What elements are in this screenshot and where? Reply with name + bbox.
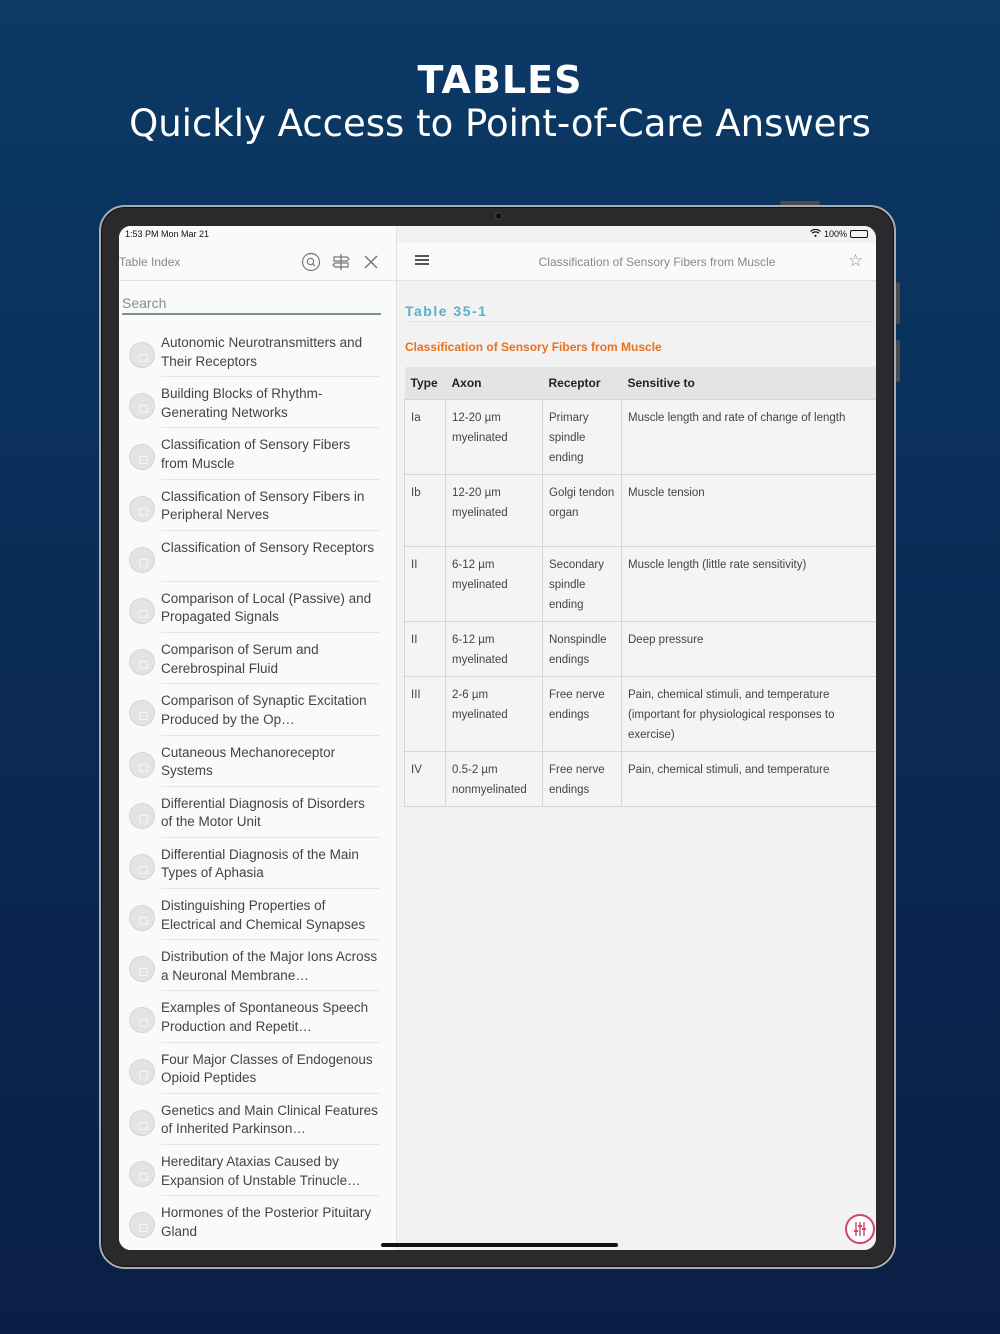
lock-icon <box>129 444 155 470</box>
table-header-row <box>405 367 877 399</box>
lock-icon <box>129 956 155 982</box>
promo-subtitle: Quickly Access to Point-of-Care Answers <box>129 102 871 145</box>
close-icon[interactable] <box>361 252 381 272</box>
table-number: Table 35-1 <box>405 303 488 319</box>
table-cell: 12-20 µm myelinated <box>446 474 543 546</box>
list-item-label: Differential Diagnosis of Disorders of the Motor Unit <box>161 795 365 830</box>
divider <box>405 321 875 322</box>
list-item-label: Comparison of Local (Passive) and Propagated Signals <box>161 590 372 625</box>
table-cell: Free nerve endings <box>543 751 622 806</box>
table-index-pane <box>119 226 396 1250</box>
list-item[interactable] <box>119 736 396 787</box>
lock-icon <box>129 547 155 573</box>
lock-icon <box>129 1161 155 1187</box>
list-item-label: Distribution of the Major Ions Across a Neuronal Membrane… <box>161 949 378 983</box>
list-item-label: Examples of Spontaneous Speech Production and Repetit… <box>161 1000 369 1034</box>
home-indicator[interactable] <box>381 1243 618 1247</box>
promo-title: TABLES <box>417 58 583 102</box>
list-item[interactable] <box>119 326 396 377</box>
table-cell: 12-20 µm myelinated <box>446 399 543 474</box>
list-item-label: Hormones of the Posterior Pituitary Gland <box>161 1205 372 1239</box>
column-header: Axon <box>446 367 543 399</box>
table-cell: IV <box>405 751 446 806</box>
list-item[interactable] <box>119 1043 396 1094</box>
lock-icon <box>129 342 155 368</box>
lock-icon <box>129 1059 155 1085</box>
list-item[interactable] <box>119 684 396 735</box>
list-item-label: Hereditary Ataxias Caused by Expansion of Unstable Trinucle… <box>161 1154 361 1188</box>
lock-icon <box>129 1110 155 1136</box>
lock-icon <box>129 803 155 829</box>
table-cell: II <box>405 621 446 676</box>
table-cell: Secondary spindle ending <box>543 546 622 621</box>
lock-icon <box>129 1007 155 1033</box>
list-item-label: Differential Diagnosis of the Main Types of Aphasia <box>161 846 359 881</box>
lock-icon <box>129 598 155 624</box>
table-cell: 2-6 µm myelinated <box>446 676 543 751</box>
detail-header-title: Classification of Sensory Fibers from Muscle <box>538 255 776 269</box>
table-row <box>405 751 877 806</box>
column-header: Sensitive to <box>622 367 877 399</box>
list-item-label: Classification of Sensory Fibers from Muscle <box>161 437 351 471</box>
table-cell: II <box>405 546 446 621</box>
lock-icon <box>129 649 155 675</box>
list-item[interactable] <box>119 480 396 531</box>
lock-icon <box>129 393 155 419</box>
table-cell: III <box>405 676 446 751</box>
tuning-icon[interactable] <box>845 1214 875 1244</box>
table-cell: Ib <box>405 474 446 546</box>
list-item[interactable] <box>119 531 396 582</box>
status-time: 1:53 PM Mon Mar 21 <box>125 229 210 239</box>
lock-icon <box>129 854 155 880</box>
list-item[interactable] <box>119 1196 396 1247</box>
search-field <box>122 294 381 315</box>
table-cell: Muscle length (little rate sensitivity) <box>622 546 877 621</box>
table-cell: Primary spindle ending <box>543 399 622 474</box>
list-item-label: Cutaneous Mechanoreceptor Systems <box>161 744 336 778</box>
table-row <box>405 621 877 676</box>
table-cell: 6-12 µm myelinated <box>446 621 543 676</box>
table-cell: Muscle length and rate of change of length <box>622 399 877 474</box>
list-item[interactable] <box>119 787 396 838</box>
left-header <box>119 243 396 281</box>
table-cell: Muscle tension <box>622 474 877 546</box>
side-button-mid <box>896 340 900 382</box>
list-item[interactable] <box>119 838 396 889</box>
list-item[interactable] <box>119 889 396 940</box>
lock-icon <box>129 496 155 522</box>
list-item-label: Autonomic Neurotransmitters and Their Receptors <box>161 335 363 369</box>
status-indicators <box>810 229 868 239</box>
lock-icon <box>129 752 155 778</box>
right-header <box>397 243 876 281</box>
side-button-top <box>896 282 900 324</box>
lock-icon <box>129 905 155 931</box>
list-item-label: Genetics and Main Clinical Features of Inherited Parkinson… <box>161 1102 378 1137</box>
table-cell: Free nerve endings <box>543 676 622 751</box>
table-caption: Classification of Sensory Fibers from Muscle <box>405 340 662 354</box>
list-item[interactable] <box>119 1094 396 1145</box>
left-pane-title: Table Index <box>119 255 181 269</box>
column-header: Type <box>405 367 446 399</box>
table-cell: 0.5-2 µm nonmyelinated <box>446 751 543 806</box>
battery-icon <box>850 230 868 238</box>
table-row <box>405 474 877 546</box>
column-header: Receptor <box>543 367 622 399</box>
table-index-list <box>119 326 396 1247</box>
list-item[interactable] <box>119 1145 396 1196</box>
tablet-screen <box>119 226 876 1250</box>
lock-icon <box>129 1212 155 1238</box>
list-item[interactable] <box>119 377 396 428</box>
list-item-label: Four Major Classes of Endogenous Opioid Peptides <box>161 1051 373 1086</box>
table-cell: Pain, chemical stimuli, and temperature <box>622 751 877 806</box>
table-cell: 6-12 µm myelinated <box>446 546 543 621</box>
list-item-label: Classification of Sensory Receptors <box>161 539 375 555</box>
battery-percent: 100% <box>823 229 847 239</box>
table-cell: Golgi tendon organ <box>543 474 622 546</box>
table-cell: Ia <box>405 399 446 474</box>
list-item[interactable] <box>119 940 396 991</box>
list-item-label: Building Blocks of Rhythm-Generating Networks <box>161 386 323 420</box>
wifi-icon <box>810 229 821 239</box>
list-item[interactable] <box>119 991 396 1042</box>
status-bar <box>119 226 876 242</box>
data-table <box>404 367 876 807</box>
star-icon[interactable]: ☆ <box>848 251 864 270</box>
toc-icon[interactable] <box>415 255 429 267</box>
table-row <box>405 676 877 751</box>
table-row <box>405 546 877 621</box>
list-item-label: Comparison of Serum and Cerebrospinal Fluid <box>161 642 319 676</box>
list-item-label: Classification of Sensory Fibers in Peripheral Nerves <box>161 488 365 523</box>
search-icon[interactable] <box>301 252 321 272</box>
table-row <box>405 399 877 474</box>
table-cell: Deep pressure <box>622 621 877 676</box>
table-cell: Nonspindle endings <box>543 621 622 676</box>
search-input[interactable] <box>122 294 381 311</box>
table-cell: Pain, chemical stimuli, and temperature (important for physiological responses to exercise) <box>622 676 877 751</box>
list-item-label: Distinguishing Properties of Electrical and Chemical Synapses <box>161 898 366 932</box>
signpost-icon[interactable] <box>331 252 351 272</box>
lock-icon <box>129 700 155 726</box>
list-item[interactable] <box>119 428 396 479</box>
camera-dot <box>495 212 503 220</box>
list-item[interactable] <box>119 582 396 633</box>
list-item[interactable] <box>119 633 396 684</box>
top-button <box>780 201 820 205</box>
table-detail-pane <box>396 226 876 1250</box>
list-item-label: Comparison of Synaptic Excitation Produced by the Op… <box>161 693 367 727</box>
